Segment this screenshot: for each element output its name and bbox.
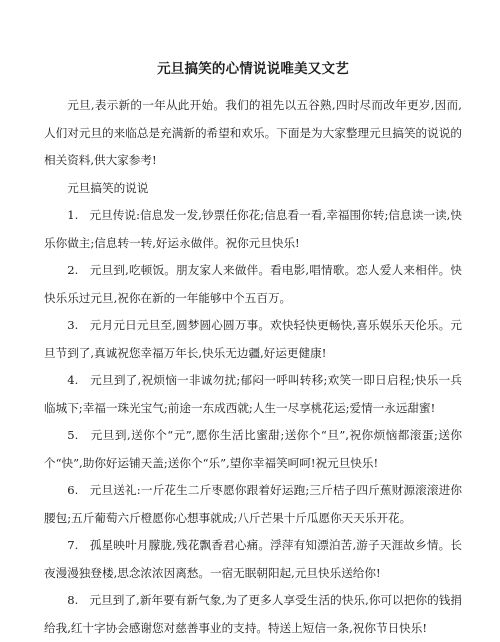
item-number: 1. [67, 208, 79, 222]
section-subheading: 元旦搞笑的说说 [67, 180, 149, 195]
item-text: 元旦到了,祝烦恼一非诚勿扰;郁闷一呼叫转移;欢笑一即日启程;快乐一兵临城下;幸福一珠光宝气;前途一东成西就;人生一尽享桃花运;爱情一永远甜蜜! [44, 373, 463, 415]
item-number: 6. [67, 483, 79, 497]
list-item [44, 312, 462, 367]
document-title: 元旦搞笑的心情说说唯美又文艺 [157, 61, 349, 77]
item-text: 元旦传说:信息发一发,钞票任你花;信息看一看,幸福围你转;信息读一读,快乐你做主;信息转一转,好运永做伴。祝你元旦快乐! [44, 208, 463, 250]
item-number: 3. [67, 318, 79, 332]
list-item [44, 587, 462, 642]
item-text: 元旦到,吃顿饭。朋友家人来做伴。看电影,唱情歌。恋人爱人来相伴。快快乐乐过元旦,祝你在新的一年能够中个五百万。 [44, 263, 462, 305]
item-text: 元月元日元旦至,圆梦圆心圆万事。欢快轻快更畅快,喜乐娱乐天伦乐。元旦节到了,真诚祝您幸福万年长,快乐无边疆,好运更健康! [44, 318, 462, 360]
item-number: 2. [67, 263, 79, 277]
item-text: 元旦到,送你个“元”,愿你生活比蜜甜;送你个“旦”,祝你烦恼都滚蛋;送你个“快”,助你好运铺天盖;送你个“乐”,望你幸福笑呵呵!祝元旦快乐! [44, 428, 462, 470]
item-number: 5. [67, 428, 79, 442]
item-number: 8. [67, 593, 79, 607]
list-item [44, 422, 462, 477]
item-text: 元旦送礼:一斤花生二斤枣愿你跟着好运跑;三斤桔子四斤蕉财源滚滚进你腰包;五斤葡萄六斤橙愿你心想事就成;八斤芒果十斤瓜愿你天天乐开花。 [44, 483, 462, 525]
item-text: 孤星映叶月朦胧,残花飘香君心痛。浮萍有知漂泊苦,游子天涯故乡情。长夜漫漫独登楼,思念浓浓因离愁。一宿无眠朝阳起,元旦快乐送给你! [44, 538, 462, 580]
intro-paragraph: 元旦,表示新的一年从此开始。我们的祖先以五谷熟,四时尽而改年更岁,因而,人们对元旦的来临总是充满新的希望和欢乐。下面是为大家整理元旦搞笑的说说的相关资料,供大家参考! [44, 98, 462, 167]
item-number: 4. [67, 373, 79, 387]
list-item [44, 367, 462, 422]
list-item [44, 202, 462, 257]
list-item [44, 532, 462, 587]
item-number: 7. [67, 538, 79, 552]
item-text: 元旦到了,新年要有新气象,为了更多人享受生活的快乐,你可以把你的钱捐给我,红十字协会感谢您对慈善事业的支持。特送上短信一条,祝你节日快乐! [44, 593, 462, 635]
list-item [44, 477, 462, 532]
list-item [44, 257, 462, 312]
